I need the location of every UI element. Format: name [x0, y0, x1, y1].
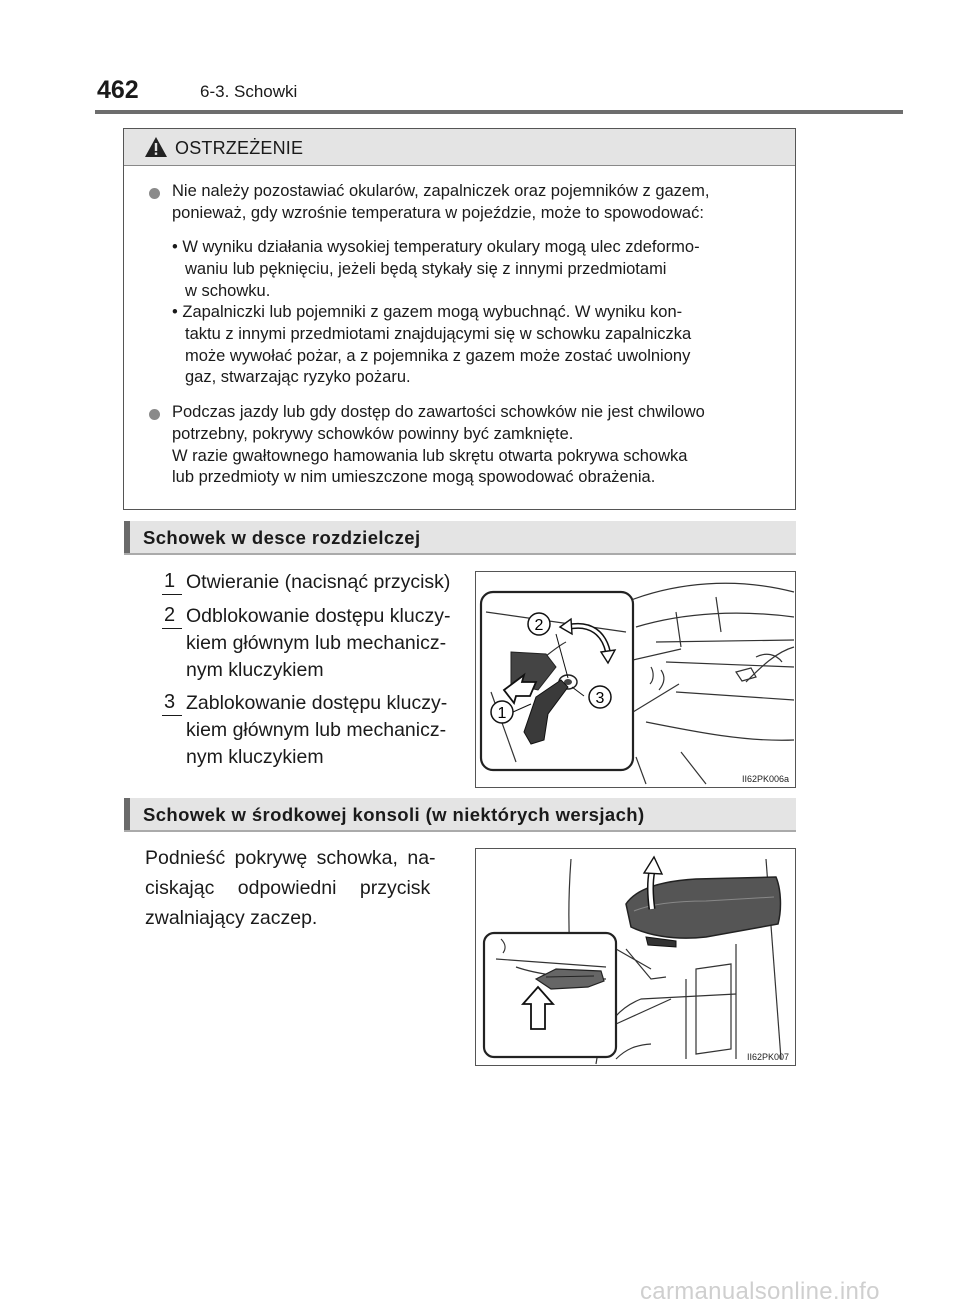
section-heading-label: Schowek w desce rozdzielczej	[143, 527, 421, 548]
warning-header	[124, 129, 795, 166]
warning-bullet-1: Nie należy pozostawiać okularów, zapalniczek oraz pojemników z gazem, ponieważ, gdy wzrośnie temperatura w pojeździe, może to spowodować:	[172, 182, 710, 222]
warning-box	[123, 128, 796, 510]
item-text-1: Otwieranie (nacisnąć przycisk)	[186, 571, 451, 593]
number-underline	[162, 628, 182, 629]
item-number-1: 1	[164, 570, 176, 592]
item-number-2: 2	[164, 604, 176, 626]
callout-1: 1	[497, 705, 507, 722]
console-paragraph: Podnieść pokrywę schowka, na- ciskając odpowiedni przycisk zwalniający zaczep.	[145, 847, 436, 929]
callout-3: 3	[595, 690, 605, 707]
glovebox-drawing	[476, 572, 795, 787]
figure-code: II62PK007	[746, 1052, 789, 1062]
page-number: 462	[97, 76, 139, 104]
figure-code: II62PK006a	[741, 774, 789, 784]
warning-bullet-2: Podczas jazdy lub gdy dostęp do zawartości schowków nie jest chwilowo potrzebny, pokrywy schowków powinny być zamknięte. W razie gwałtownego hamowania lub skrętu otwarta pokrywa schowka lub przedmioty w nim umieszczone mogą spowodować obrażenia.	[172, 403, 705, 487]
number-underline	[162, 594, 182, 595]
warning-subpoint-1: • W wyniku działania wysokiej temperatury okulary mogą ulec zdeformo- waniu lub pęknięciu, jeżeli będą stykały się z innymi przedmiotami w schowku.	[172, 238, 700, 300]
item-number-3: 3	[164, 691, 176, 713]
heading-bar	[124, 798, 130, 830]
glovebox-illustration	[475, 571, 796, 788]
section-heading-console	[124, 798, 796, 832]
heading-bar	[124, 521, 130, 553]
header-rule	[95, 110, 903, 114]
warning-subpoint-2: • Zapalniczki lub pojemniki z gazem mogą wybuchnąć. W wyniku kon- taktu z innymi przedmiotami znajdującymi się w schowku zapalniczka może wywołać pożar, a z pojemnika z gazem może zostać uwolniony gaz, stwarzając ryzyko pożaru.	[172, 303, 692, 387]
section-title: 6-3. Schowki	[200, 82, 298, 101]
warning-triangle-icon	[144, 136, 168, 158]
warning-title: OSTRZEŻENIE	[175, 138, 304, 158]
console-illustration	[475, 848, 796, 1066]
item-text-2: Odblokowanie dostępu kluczy- kiem głównym lub mechanicz- nym kluczykiem	[186, 605, 451, 681]
number-underline	[162, 715, 182, 716]
watermark: carmanualsonline.info	[640, 1278, 880, 1305]
bullet-dot	[149, 409, 160, 420]
section-heading-label: Schowek w środkowej konsoli (w niektórych wersjach)	[143, 804, 645, 825]
callout-2: 2	[534, 617, 544, 634]
console-drawing	[476, 849, 795, 1065]
section-heading-dashboard	[124, 521, 796, 555]
bullet-dot	[149, 188, 160, 199]
item-text-3: Zablokowanie dostępu kluczy- kiem głównym lub mechanicz- nym kluczykiem	[186, 692, 448, 768]
